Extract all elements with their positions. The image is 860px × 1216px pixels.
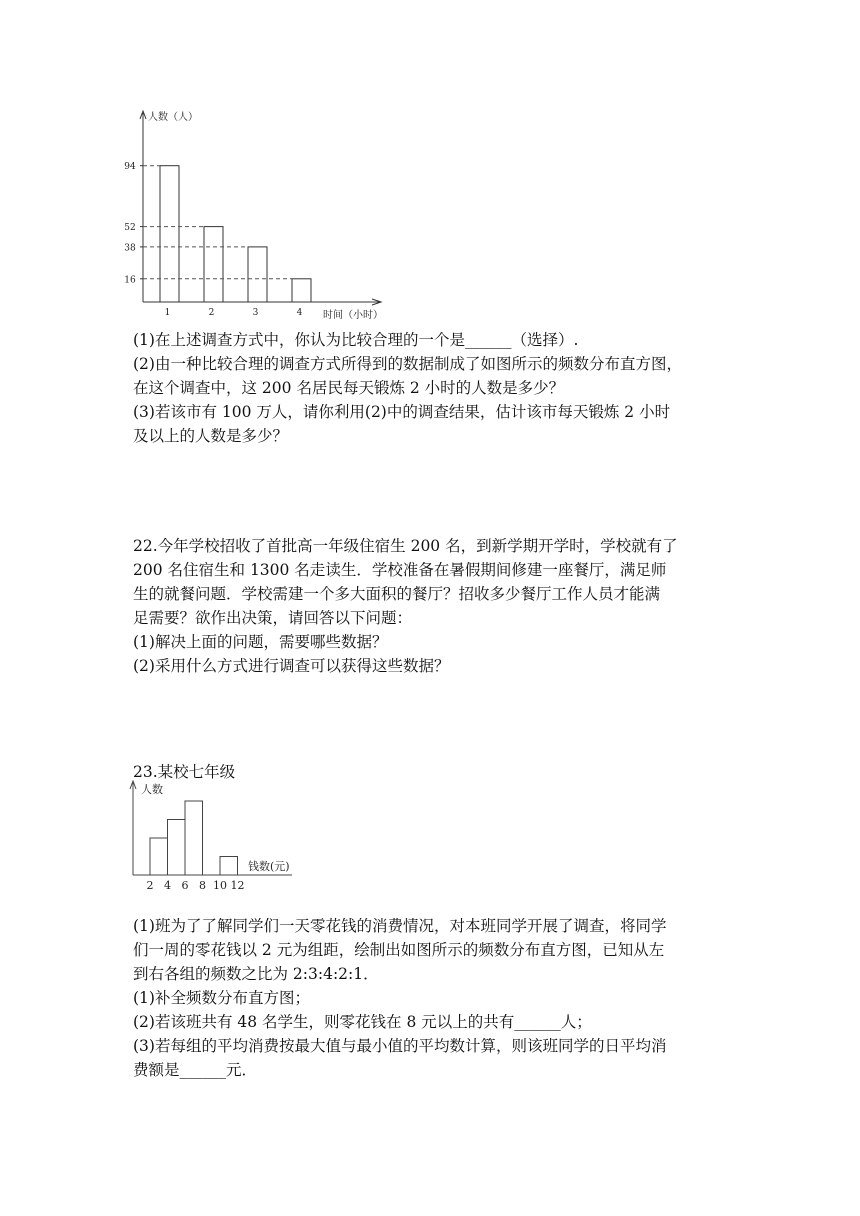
y-tick-label: 94 <box>124 162 136 173</box>
chart1-plot <box>124 110 383 321</box>
q22-line-2: 200 名住宿生和 1300 名走读生．学校准备在暑假期间修建一座餐厅，满足师 <box>133 561 667 579</box>
x-tick-label: 1 <box>164 308 171 318</box>
q23-line-4: (1)补全频数分布直方图； <box>133 989 310 1007</box>
y-tick-label: 52 <box>124 223 136 234</box>
q21-line-2: (2)由一种比较合理的调查方式所得到的数据制成了如图所示的频数分布直方图， <box>133 355 682 373</box>
q21-line-3: 在这个调查中，这 200 名居民每天锻炼 2 小时的人数是多少？ <box>133 379 565 397</box>
q23-heading: 23.某校七年级 <box>133 763 236 781</box>
x-tick-label: 2 <box>208 308 215 318</box>
y-axis-label: 人数（人） <box>148 112 198 123</box>
y-tick-label: 16 <box>124 275 136 286</box>
q23-line-2: 们一周的零花钱以 2 元为组距，绘制出如图所示的频数分布直方图，已知从左 <box>133 941 665 959</box>
q23-line-1: (1)班为了了解同学们一天零花钱的消费情况，对本班同学开展了调查，将同学 <box>133 917 667 935</box>
x-tick-label: 2 <box>146 879 154 892</box>
bar-2 <box>204 227 223 302</box>
bar-3 <box>248 247 267 302</box>
q22-line-5: (1)解决上面的问题，需要哪些数据？ <box>133 633 388 651</box>
q21-line-5: 及以上的人数是多少？ <box>133 427 289 445</box>
q22-line-3: 生的就餐问题．学校需建一个多大面积的餐厅？招收多少餐厅工作人员才能满 <box>133 585 661 603</box>
bar-10-12 <box>220 857 238 876</box>
x-tick-label: 8 <box>199 879 206 892</box>
bar-1 <box>160 166 179 302</box>
x-tick-label: 3 <box>252 308 259 318</box>
q22-line-4: 足需要？欲作出决策，请回答以下问题： <box>133 609 413 627</box>
x-tick-label: 4 <box>164 879 171 892</box>
q21-line-1: (1)在上述调查方式中，你认为比较合理的一个是______（选择）. <box>133 331 579 349</box>
bar-2-4 <box>150 838 168 875</box>
pocket-money-histogram <box>118 778 298 898</box>
x-axis-label: 钱数(元) <box>248 860 290 873</box>
chart2-plot <box>130 781 292 892</box>
q21-line-4: (3)若该市有 100 万人，请你利用(2)中的调查结果，估计该市每天锻炼 2 小时 <box>133 403 671 421</box>
q22-line-1: 22.今年学校招收了首批高一年级住宿生 200 名，到新学期开学时，学校就有了 <box>133 537 678 555</box>
q23-line-5: (2)若该班共有 48 名学生，则零花钱在 8 元以上的共有______人； <box>133 1013 592 1031</box>
x-tick-label: 10 <box>213 879 227 892</box>
q23-line-3: 到右各组的频数之比为 2:3:4:2:1． <box>133 965 379 983</box>
bar-6-8 <box>185 801 203 875</box>
x-axis-label: 时间（小时） <box>323 310 383 321</box>
q23-line-6: (3)若每组的平均消费按最大值与最小值的平均数计算，则该班同学的日平均消 <box>133 1037 667 1055</box>
x-tick-label: 4 <box>296 308 303 318</box>
y-axis-label: 人数 <box>141 783 163 796</box>
y-tick-label: 38 <box>124 243 136 254</box>
q22-line-6: (2)采用什么方式进行调查可以获得这些数据？ <box>133 657 450 675</box>
q23-line-7: 费额是______元． <box>133 1061 258 1079</box>
bar-4 <box>292 279 311 302</box>
x-tick-label: 6 <box>181 879 189 892</box>
exercise-time-histogram <box>124 105 390 325</box>
x-tick-label: 12 <box>230 879 245 892</box>
bar-4-6 <box>168 820 186 876</box>
